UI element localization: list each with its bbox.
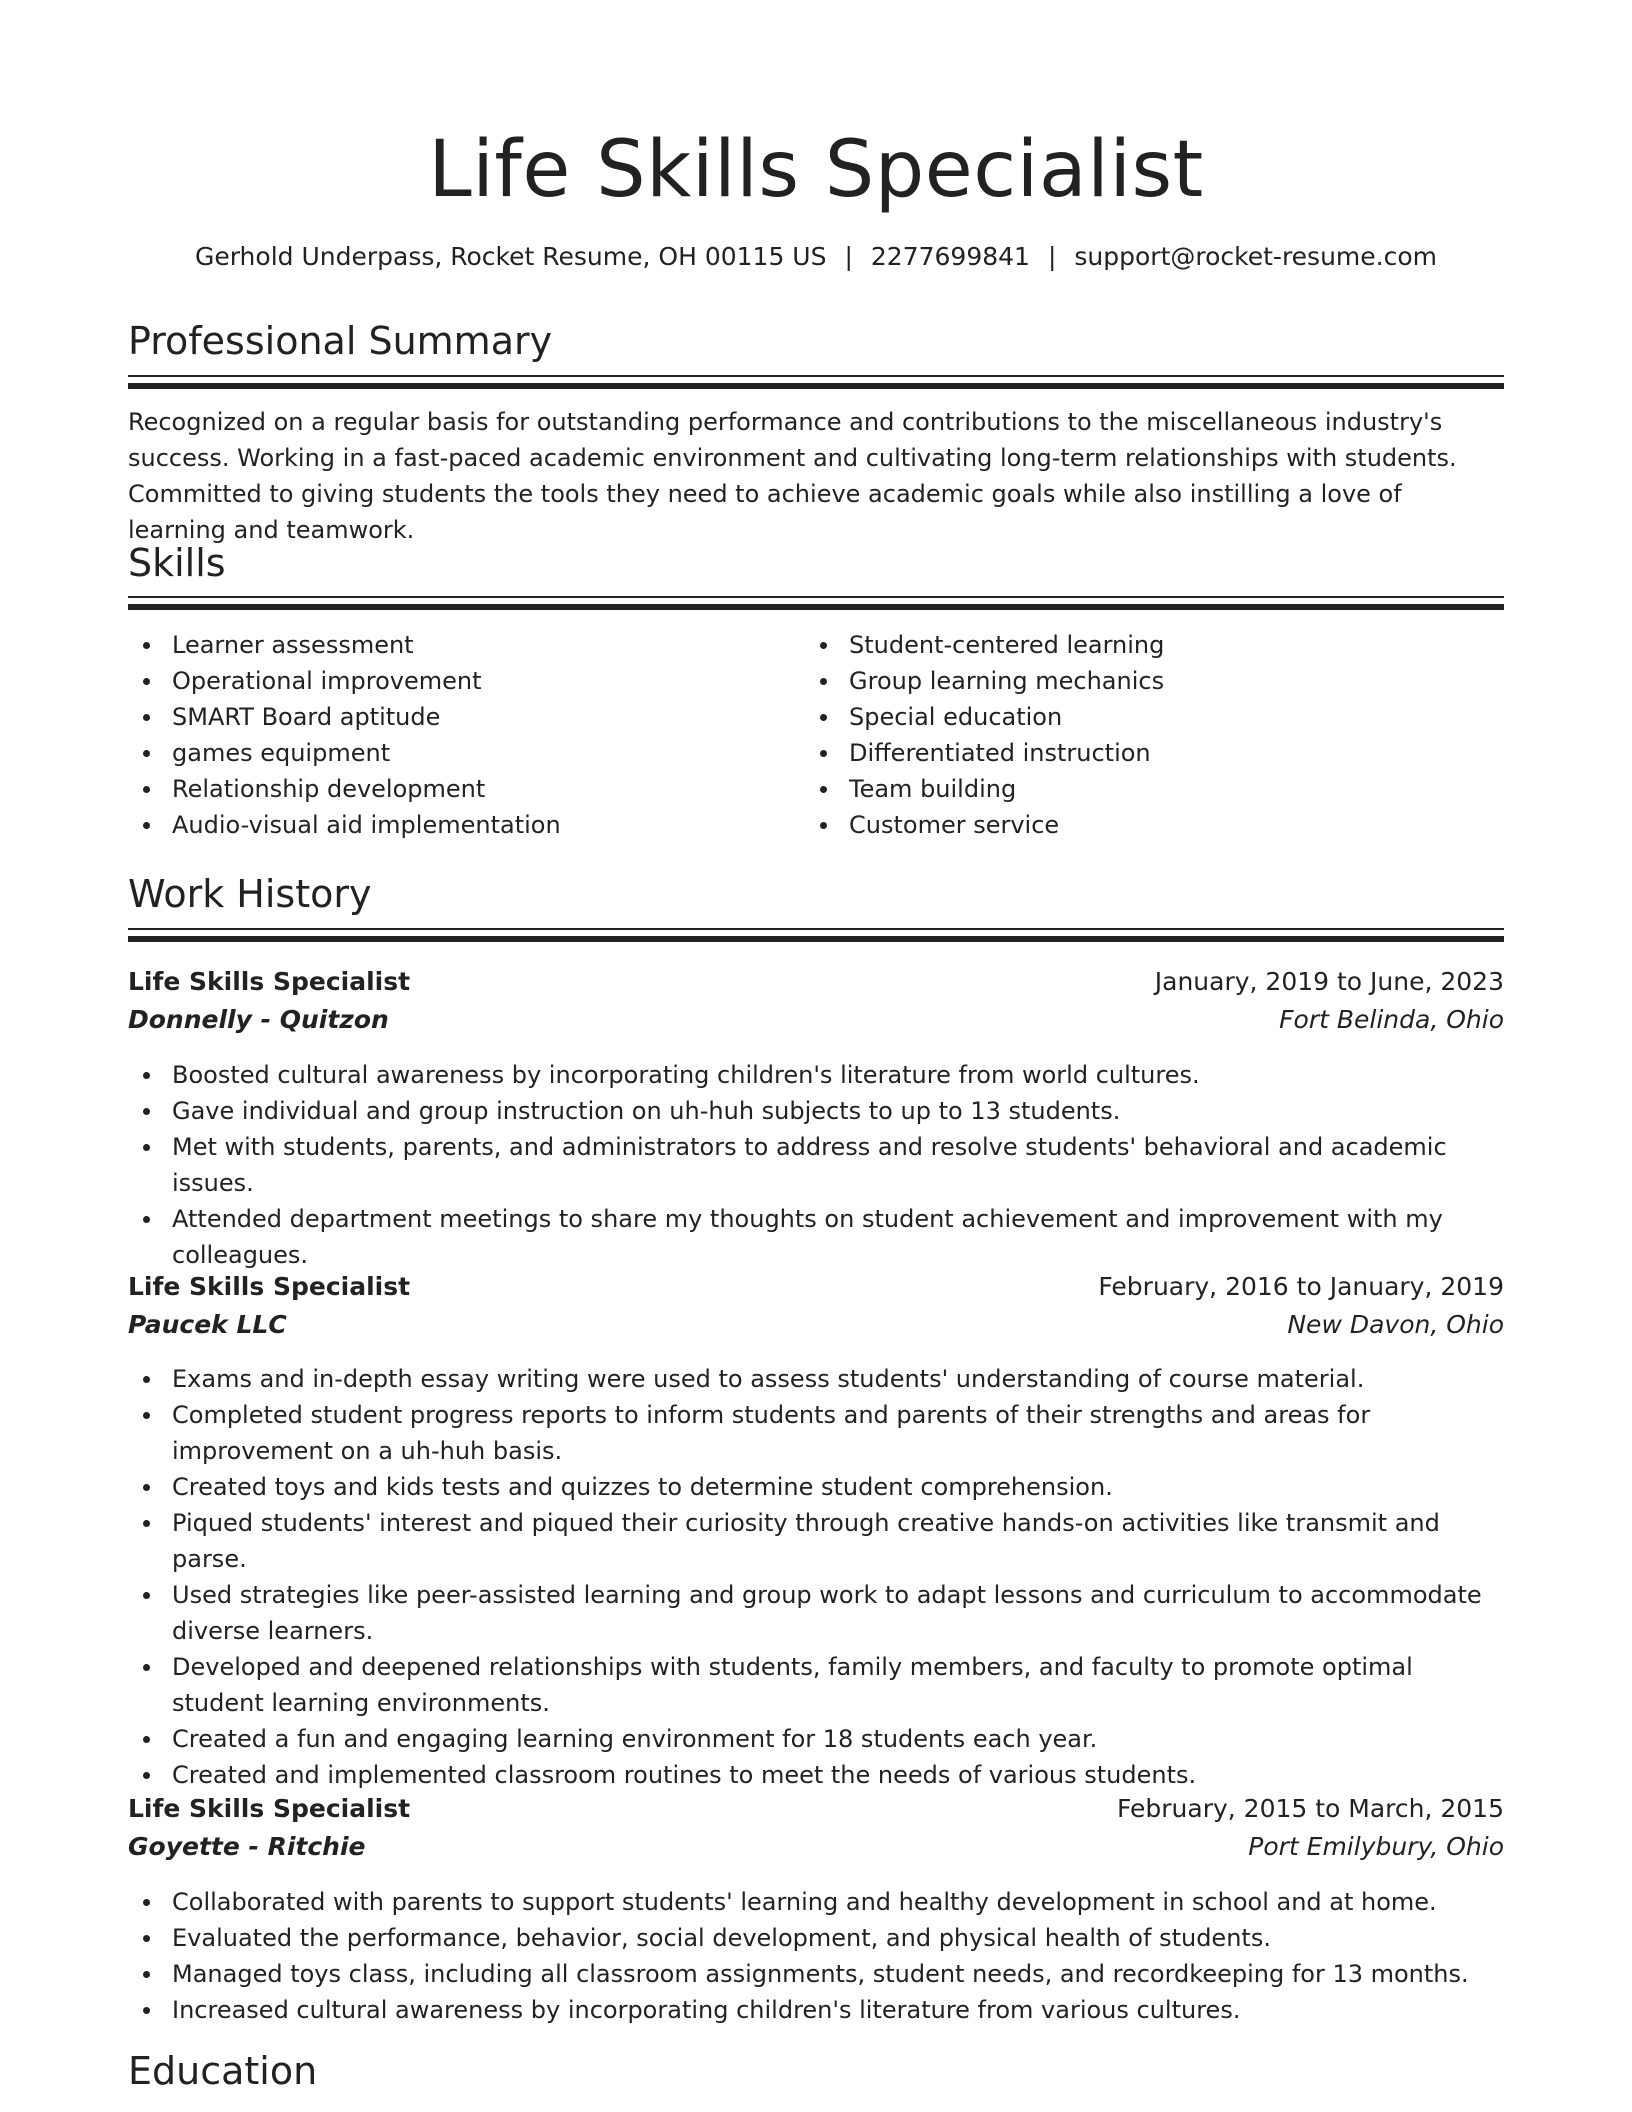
- list-item: Group learning mechanics: [805, 663, 1465, 699]
- job-company: Paucek LLC: [128, 1310, 287, 1339]
- education-heading: Education: [128, 2049, 318, 2093]
- job-bullets: [128, 1057, 1504, 1273]
- job-bullets: [128, 1361, 1504, 1793]
- list-item: Audio-visual aid implementation: [128, 807, 788, 843]
- list-item: Attended department meetings to share my thoughts on student achievement and improvement with my colleagues.: [128, 1201, 1504, 1273]
- job-header: [128, 964, 1504, 1040]
- job-title: Life Skills Specialist: [128, 967, 411, 996]
- skills-right-list: [805, 627, 1465, 843]
- list-item: Met with students, parents, and administrators to address and resolve students' behavioral and academic issues.: [128, 1129, 1504, 1201]
- list-item: Student-centered learning: [805, 627, 1465, 663]
- resume-title: Life Skills Specialist: [428, 125, 1204, 215]
- list-item: Created and implemented classroom routines to meet the needs of various students.: [128, 1757, 1504, 1793]
- contact-separator: |: [844, 242, 853, 271]
- list-item: Completed student progress reports to inform students and parents of their strengths and areas for improvement on a uh-huh basis.: [128, 1397, 1504, 1469]
- list-item: SMART Board aptitude: [128, 699, 788, 735]
- job-title: Life Skills Specialist: [128, 1794, 411, 1823]
- contact-phone: 2277699841: [870, 242, 1030, 271]
- list-item: Used strategies like peer-assisted learning and group work to adapt lessons and curriculum to accommodate diverse learners.: [128, 1577, 1504, 1649]
- job-title: Life Skills Specialist: [128, 1272, 411, 1301]
- list-item: Piqued students' interest and piqued their curiosity through creative hands-on activities like transmit and parse.: [128, 1505, 1504, 1577]
- list-item: Special education: [805, 699, 1465, 735]
- job-bullet-list: [128, 1361, 1504, 1793]
- job-dates: January, 2019 to June, 2023: [1154, 967, 1504, 996]
- skills-left-column: [128, 627, 788, 843]
- list-item: Differentiated instruction: [805, 735, 1465, 771]
- list-item: Team building: [805, 771, 1465, 807]
- list-item: Developed and deepened relationships with students, family members, and faculty to promote optimal student learning environments.: [128, 1649, 1504, 1721]
- list-item: Gave individual and group instruction on uh-huh subjects to up to 13 students.: [128, 1093, 1504, 1129]
- list-item: Managed toys class, including all classroom assignments, student needs, and recordkeeping for 13 months.: [128, 1956, 1504, 1992]
- work-heading: Work History: [128, 872, 372, 916]
- list-item: Evaluated the performance, behavior, social development, and physical health of students.: [128, 1920, 1504, 1956]
- list-item: Boosted cultural awareness by incorporating children's literature from world cultures.: [128, 1057, 1504, 1093]
- summary-heading: Professional Summary: [128, 319, 553, 363]
- job-company: Goyette - Ritchie: [128, 1832, 366, 1861]
- job-company: Donnelly - Quitzon: [128, 1005, 389, 1034]
- contact-separator: |: [1047, 242, 1057, 271]
- list-item: Learner assessment: [128, 627, 788, 663]
- job-header: [128, 1269, 1504, 1345]
- contact-email: support@rocket-resume.com: [1074, 242, 1438, 271]
- job-location: New Davon, Ohio: [1287, 1310, 1504, 1339]
- job-dates: February, 2015 to March, 2015: [1116, 1794, 1504, 1823]
- job-bullets: [128, 1884, 1504, 2028]
- job-bullet-list: [128, 1884, 1504, 2028]
- skills-heading: Skills: [128, 541, 226, 585]
- summary-rule: [128, 375, 1504, 389]
- contact-line: [128, 240, 1504, 274]
- job-location: Fort Belinda, Ohio: [1279, 1005, 1504, 1034]
- skills-rule: [128, 596, 1504, 610]
- list-item: Relationship development: [128, 771, 788, 807]
- job-location: Port Emilybury, Ohio: [1248, 1832, 1504, 1861]
- work-rule: [128, 928, 1504, 942]
- job-header: [128, 1791, 1504, 1867]
- skills-right-column: [805, 627, 1465, 843]
- summary-text: Recognized on a regular basis for outstanding performance and contributions to the miscellaneous industry's success. Working in a fast-paced academic environment and cultivating long-term relationships with students. Committed to giving students the tools they need to achieve academic goals while also instilling a love of learning and teamwork.: [128, 408, 1457, 544]
- list-item: Collaborated with parents to support students' learning and healthy development in school and at home.: [128, 1884, 1504, 1920]
- list-item: Created a fun and engaging learning environment for 18 students each year.: [128, 1721, 1504, 1757]
- list-item: Created toys and kids tests and quizzes to determine student comprehension.: [128, 1469, 1504, 1505]
- job-dates: February, 2016 to January, 2019: [1098, 1272, 1504, 1301]
- contact-address: Gerhold Underpass, Rocket Resume, OH 00115 US: [194, 242, 827, 271]
- list-item: Customer service: [805, 807, 1465, 843]
- list-item: Exams and in-depth essay writing were used to assess students' understanding of course material.: [128, 1361, 1504, 1397]
- job-bullet-list: [128, 1057, 1504, 1273]
- list-item: games equipment: [128, 735, 788, 771]
- list-item: Operational improvement: [128, 663, 788, 699]
- list-item: Increased cultural awareness by incorporating children's literature from various cultures.: [128, 1992, 1504, 2028]
- skills-left-list: [128, 627, 788, 843]
